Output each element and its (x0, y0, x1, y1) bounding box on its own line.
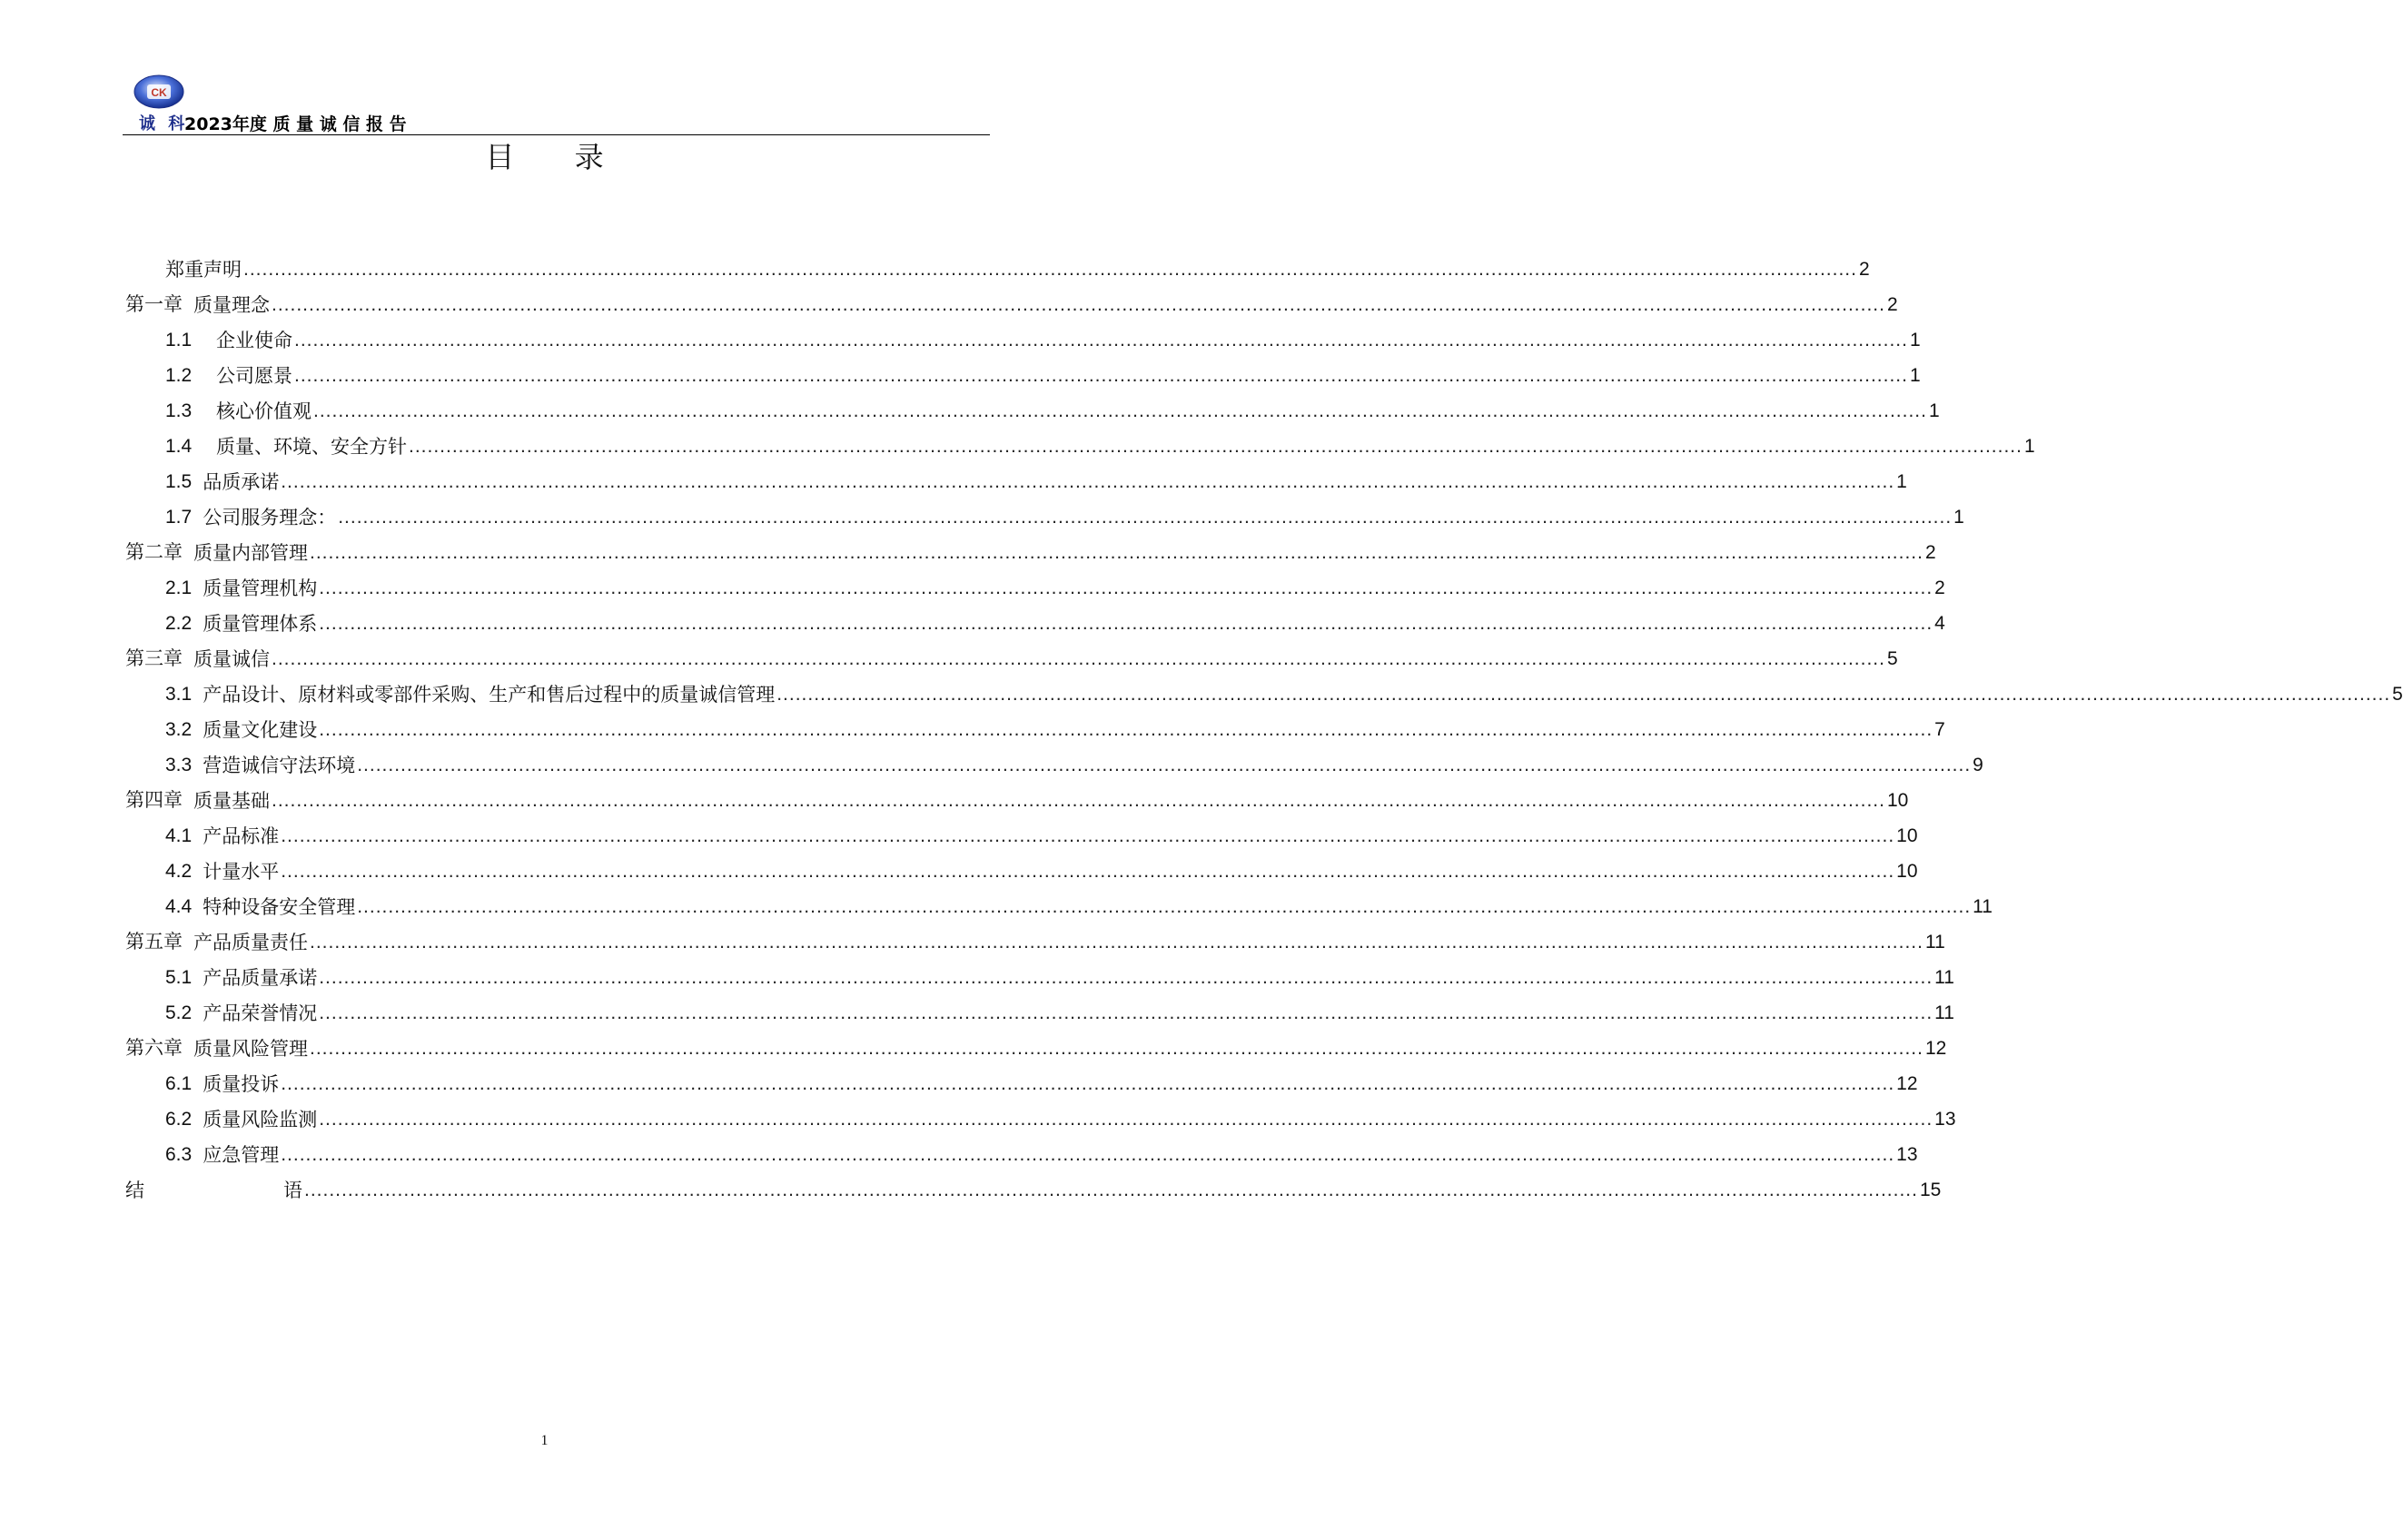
toc-entry-number: 第四章 (125, 790, 183, 811)
toc-entry[interactable] (125, 778, 1909, 814)
toc-entry-label (165, 469, 279, 495)
toc-entry-text: 产品设计、原材料或零部件采购、生产和售后过程中的质量诚信管理 (203, 684, 776, 706)
toc-entry-text: 质量管理机构 (203, 578, 318, 599)
toc-dot-leader: .................................................................................................................................................................................................................................................................... (319, 578, 1933, 598)
toc-entry-label (165, 753, 355, 778)
toc-dot-leader: .................................................................................................................................................................................................................................................................... (281, 1144, 1895, 1165)
toc-entry-label (165, 363, 292, 389)
toc-entry-number: 1.7 (165, 507, 193, 528)
toc-entry-label (165, 576, 317, 601)
svg-text:CK: CK (151, 86, 167, 99)
toc-entry-text: 质量内部管理 (193, 542, 308, 564)
toc-entry-text: 质量管理体系 (203, 613, 318, 635)
toc-entry-page: 5 (1886, 648, 1898, 669)
toc-dot-leader: .................................................................................................................................................................................................................................................................... (313, 400, 1927, 421)
toc-entry-label (125, 1178, 302, 1203)
toc-entry-page: 10 (1896, 825, 1918, 846)
toc-entry-text: 特种设备安全管理 (203, 896, 356, 918)
toc-entry[interactable] (125, 920, 1945, 955)
toc-entry-number: 6.1 (165, 1073, 193, 1094)
toc-entry-label (125, 540, 308, 566)
toc-entry-text: 质量风险监测 (203, 1109, 318, 1130)
toc-entry-page: 11 (1934, 967, 1954, 988)
toc-entry-label (165, 611, 317, 637)
toc-entry[interactable] (125, 884, 1993, 920)
toc-entry[interactable] (125, 849, 1918, 884)
toc-entry[interactable] (125, 353, 1921, 389)
toc-entry-page: 2 (1858, 259, 1870, 280)
toc-dot-leader: .................................................................................................................................................................................................................................................................... (409, 436, 2022, 457)
toc-entry-page: 2 (1924, 542, 1936, 563)
toc-entry-text: 企业使命 (216, 330, 292, 351)
table-of-contents (125, 247, 2403, 1203)
toc-dot-leader: .................................................................................................................................................................................................................................................................... (243, 259, 1857, 280)
toc-entry-text: 质量诚信 (193, 648, 270, 670)
toc-dot-leader: .................................................................................................................................................................................................................................................................... (310, 542, 1923, 563)
toc-entry-label (165, 1001, 317, 1026)
toc-entry-number: 3.1 (165, 684, 193, 705)
toc-entry[interactable] (125, 530, 1936, 566)
header-brand: 诚 科 (139, 114, 189, 133)
toc-entry-page: 7 (1934, 719, 1945, 740)
toc-entry-page: 13 (1934, 1109, 1956, 1130)
toc-entry-number: 2.1 (165, 578, 193, 598)
header-title: 2023年度 质 量 诚 信 报 告 (184, 114, 407, 134)
toc-entry-number: 第六章 (125, 1038, 183, 1059)
toc-dot-leader: .................................................................................................................................................................................................................................................................... (319, 1002, 1933, 1023)
conclusion-right: 语 (283, 1180, 302, 1201)
toc-dot-leader: .................................................................................................................................................................................................................................................................... (294, 330, 1908, 350)
toc-entry-text: 质量、环境、安全方针 (216, 436, 407, 458)
toc-entry-page: 1 (1928, 400, 1940, 421)
toc-entry-page: 1 (1953, 507, 1964, 528)
toc-entry[interactable] (125, 1097, 1956, 1132)
toc-entry-text: 质量风险管理 (193, 1038, 308, 1060)
toc-entry-text: 公司愿景 (216, 365, 292, 387)
toc-entry-label (165, 434, 407, 459)
toc-entry-number: 1.2 (165, 365, 193, 386)
toc-entry-label (165, 1107, 317, 1132)
toc-entry-number: 第五章 (125, 932, 183, 953)
toc-entry[interactable] (125, 566, 1945, 601)
toc-entry-page: 1 (2023, 436, 2035, 457)
toc-entry-page: 5 (2392, 684, 2403, 705)
toc-entry-label (125, 647, 270, 672)
toc-entry-text: 质量理念 (193, 294, 270, 316)
toc-entry[interactable] (125, 1026, 1947, 1061)
toc-entry-label (165, 682, 775, 707)
toc-entry-number: 3.3 (165, 755, 193, 775)
toc-entry-number: 4.4 (165, 896, 193, 917)
toc-dot-leader: .................................................................................................................................................................................................................................................................... (272, 790, 1885, 811)
toc-entry-page: 13 (1896, 1144, 1918, 1165)
toc-dot-leader: .................................................................................................................................................................................................................................................................... (281, 1073, 1895, 1094)
toc-entry-label (165, 965, 317, 991)
toc-entry[interactable] (125, 1061, 1918, 1097)
toc-entry-label (125, 930, 308, 955)
toc-entry-text: 郑重声明 (165, 259, 242, 281)
toc-entry[interactable] (125, 424, 2035, 459)
toc-dot-leader: .................................................................................................................................................................................................................................................................... (281, 825, 1895, 846)
toc-entry-page: 1 (1909, 365, 1921, 386)
toc-entry-text: 核心价值观 (216, 400, 312, 422)
toc-entry-text: 应急管理 (203, 1144, 280, 1166)
toc-entry-page: 11 (1973, 896, 1993, 917)
toc-entry-page: 10 (1886, 790, 1909, 811)
toc-entry-label (165, 505, 336, 530)
toc-entry-text: 营造诚信守法环境 (203, 755, 356, 776)
toc-dot-leader: .................................................................................................................................................................................................................................................................... (272, 294, 1885, 315)
toc-entry-text: 质量基础 (193, 790, 270, 812)
toc-entry-text: 产品质量承诺 (203, 967, 318, 989)
toc-entry-number: 第三章 (125, 648, 183, 669)
toc-dot-leader: .................................................................................................................................................................................................................................................................... (319, 967, 1933, 988)
toc-entry-text: 品质承诺 (203, 471, 280, 493)
toc-entry-page: 12 (1924, 1038, 1947, 1059)
toc-entry-page: 11 (1924, 932, 1945, 953)
toc-dot-leader: .................................................................................................................................................................................................................................................................... (281, 471, 1895, 492)
toc-dot-leader: .................................................................................................................................................................................................................................................................... (310, 1038, 1923, 1059)
toc-entry-label (125, 292, 270, 318)
toc-entry-page: 9 (1973, 755, 1983, 775)
toc-entry-number: 3.2 (165, 719, 193, 740)
toc-entry-text: 产品标准 (203, 825, 280, 847)
toc-entry-number: 1.5 (165, 471, 193, 492)
toc-dot-leader: .................................................................................................................................................................................................................................................................... (319, 613, 1933, 634)
toc-entry-label (165, 859, 279, 884)
toc-entry-number: 第一章 (125, 294, 183, 315)
toc-entry-label (125, 788, 270, 814)
toc-dot-leader: .................................................................................................................................................................................................................................................................... (304, 1180, 1918, 1200)
toc-entry-number: 1.4 (165, 436, 193, 457)
toc-entry-label (165, 824, 279, 849)
toc-entry-number: 5.2 (165, 1002, 193, 1023)
toc-entry-page: 2 (1934, 578, 1945, 598)
toc-entry-page: 10 (1896, 861, 1918, 882)
page-header (123, 71, 990, 136)
toc-entry[interactable] (125, 1132, 1918, 1168)
toc-entry[interactable] (125, 707, 1945, 743)
toc-entry-label (165, 328, 292, 353)
toc-entry-page: 1 (1896, 471, 1907, 492)
toc-entry[interactable] (125, 318, 1921, 353)
toc-entry[interactable] (125, 955, 1954, 991)
toc-entry-number: 1.1 (165, 330, 193, 350)
toc-entry-number: 4.2 (165, 861, 193, 882)
toc-entry-label (165, 717, 317, 743)
toc-dot-leader: .................................................................................................................................................................................................................................................................... (319, 719, 1933, 740)
toc-entry-number: 2.2 (165, 613, 193, 634)
toc-entry[interactable] (125, 459, 1907, 495)
toc-entry-page: 15 (1919, 1180, 1942, 1200)
toc-entry[interactable] (125, 743, 1983, 778)
toc-title: 目 录 (485, 140, 629, 174)
toc-entry-page: 11 (1934, 1002, 1954, 1023)
company-logo-icon (134, 74, 184, 109)
toc-entry-number: 第二章 (125, 542, 183, 563)
toc-entry-text: 产品质量责任 (193, 932, 308, 953)
toc-entry[interactable] (125, 389, 1940, 424)
toc-entry[interactable] (125, 637, 1898, 672)
toc-entry-number: 6.2 (165, 1109, 193, 1130)
toc-entry-number: 6.3 (165, 1144, 193, 1165)
toc-entry[interactable] (125, 247, 1870, 282)
toc-entry[interactable] (125, 991, 1954, 1026)
toc-dot-leader: .................................................................................................................................................................................................................................................................... (357, 755, 1972, 775)
toc-dot-leader: .................................................................................................................................................................................................................................................................... (272, 648, 1885, 669)
toc-entry-page: 2 (1886, 294, 1898, 315)
toc-dot-leader: .................................................................................................................................................................................................................................................................... (338, 507, 1953, 528)
toc-entry-page: 4 (1934, 613, 1945, 634)
toc-entry[interactable] (125, 672, 2403, 707)
toc-entry[interactable] (125, 601, 1945, 637)
toc-entry[interactable] (125, 495, 1964, 530)
toc-dot-leader: .................................................................................................................................................................................................................................................................... (357, 896, 1972, 917)
toc-dot-leader: .................................................................................................................................................................................................................................................................... (281, 861, 1895, 882)
toc-entry-page: 1 (1909, 330, 1921, 350)
toc-entry[interactable] (125, 282, 1898, 318)
page-number: 1 (540, 1433, 549, 1448)
toc-entry-conclusion[interactable] (125, 1168, 1942, 1203)
toc-entry-number: 4.1 (165, 825, 193, 846)
toc-dot-leader: .................................................................................................................................................................................................................................................................... (319, 1109, 1933, 1130)
toc-entry-page: 12 (1896, 1073, 1918, 1094)
toc-dot-leader: .................................................................................................................................................................................................................................................................... (776, 684, 2391, 705)
toc-entry-text: 公司服务理念： (203, 507, 337, 528)
toc-entry-label (165, 1071, 279, 1097)
toc-entry-label (165, 894, 355, 920)
toc-entry-text: 质量文化建设 (203, 719, 318, 741)
toc-entry-label (165, 1142, 279, 1168)
toc-entry[interactable] (125, 814, 1918, 849)
toc-entry-label (165, 399, 312, 424)
toc-entry-number: 1.3 (165, 400, 193, 421)
toc-entry-text: 质量投诉 (203, 1073, 280, 1095)
toc-dot-leader: .................................................................................................................................................................................................................................................................... (294, 365, 1908, 386)
conclusion-left: 结 (125, 1180, 144, 1201)
toc-entry-text: 计量水平 (203, 861, 280, 883)
toc-entry-label (165, 257, 242, 282)
toc-dot-leader: .................................................................................................................................................................................................................................................................... (310, 932, 1923, 953)
toc-entry-text: 产品荣誉情况 (203, 1002, 318, 1024)
toc-entry-label (125, 1036, 308, 1061)
toc-entry-number: 5.1 (165, 967, 193, 988)
